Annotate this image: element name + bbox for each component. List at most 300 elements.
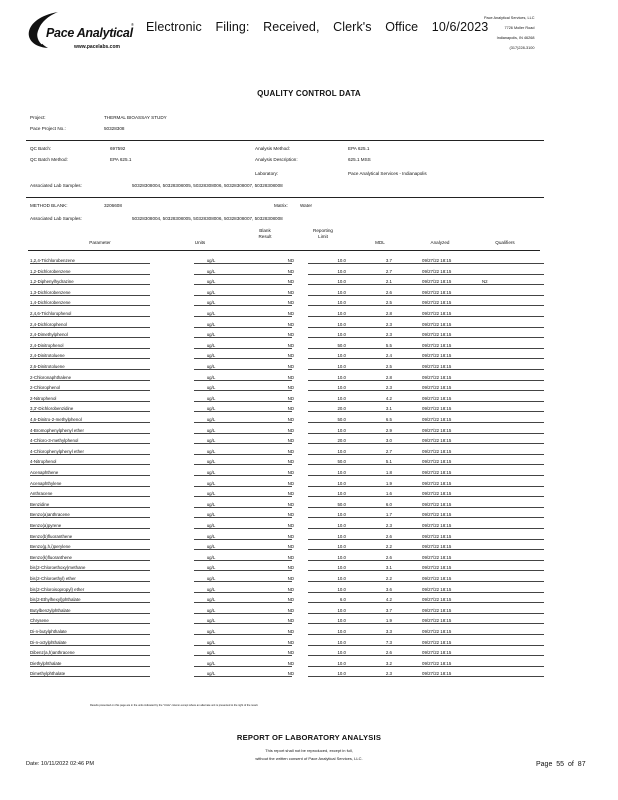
cell-parameter: 2,4-Dichlorophenol — [30, 321, 67, 327]
cell-units: ug/L — [206, 364, 216, 369]
row-underline — [30, 284, 150, 285]
cell-blank-result: ND — [287, 374, 294, 380]
cell-reporting-limit: 10.0 — [337, 586, 346, 592]
row-underline — [30, 560, 150, 561]
row-underline — [194, 645, 292, 646]
row-underline — [30, 358, 150, 359]
cell-mdl: 2.3 — [385, 523, 392, 528]
row-underline — [194, 486, 292, 487]
row-underline — [194, 539, 292, 540]
row-underline — [194, 295, 292, 296]
row-underline — [194, 528, 292, 529]
table-row — [26, 361, 544, 371]
row-underline — [30, 316, 150, 317]
row-underline — [194, 284, 292, 285]
row-underline — [308, 528, 544, 529]
cell-units: ug/L — [206, 544, 216, 550]
table-row — [26, 615, 544, 625]
row-underline — [308, 475, 544, 476]
row-underline — [30, 433, 150, 434]
cell-reporting-limit: 10.0 — [337, 300, 346, 306]
cell-mdl: 2.5 — [385, 300, 392, 306]
table-row — [26, 382, 544, 392]
table-row — [26, 467, 544, 477]
table-row — [26, 319, 544, 329]
cell-parameter: 4-Chlorophenylphenyl ether — [30, 448, 84, 454]
row-underline — [194, 348, 292, 349]
row-underline — [30, 348, 150, 349]
cell-blank-result: ND — [287, 353, 294, 359]
cell-mdl: 6.5 — [385, 417, 392, 422]
row-underline — [30, 380, 150, 381]
row-underline — [30, 623, 150, 624]
cell-mdl: 4.2 — [385, 597, 392, 603]
qc-batch-label: QC Batch: — [30, 146, 52, 151]
row-underline — [30, 305, 150, 306]
cell-mdl: 2.6 — [385, 554, 392, 560]
cell-units: ug/L — [206, 268, 216, 274]
cell-parameter: 2,4-Dimethylphenol — [30, 332, 68, 338]
table-row — [26, 266, 544, 276]
row-underline — [30, 592, 150, 593]
cell-blank-result: ND — [287, 427, 294, 433]
cell-parameter: 1,2-Diphenylhydrazine — [30, 279, 74, 285]
row-underline — [30, 602, 150, 603]
cell-reporting-limit: 10.0 — [337, 618, 346, 624]
row-underline — [30, 295, 150, 296]
cell-parameter: 1,2-Dichlorobenzene — [30, 268, 71, 274]
col-header-reporting-limit — [298, 228, 348, 240]
row-underline — [308, 486, 544, 487]
table-row — [26, 414, 544, 424]
row-underline — [30, 422, 150, 423]
row-underline — [30, 666, 150, 667]
cell-units: ug/L — [206, 491, 216, 497]
table-row — [26, 658, 544, 668]
cell-parameter: 2,6-Dinitrotoluene — [30, 364, 65, 369]
table-row — [26, 435, 544, 445]
row-underline — [30, 496, 150, 497]
row-underline — [194, 613, 292, 614]
row-underline — [30, 613, 150, 614]
cell-analyzed: 09/27/22 18:15 — [422, 512, 452, 518]
cell-mdl: 3.0 — [385, 438, 392, 444]
cell-blank-result: ND — [287, 501, 294, 507]
cell-mdl: 6.0 — [385, 501, 392, 507]
blank-associated-samples-label: Associated Lab Samples: — [30, 216, 82, 221]
cell-analyzed: 09/27/22 18:15 — [422, 406, 452, 412]
row-underline — [30, 263, 150, 264]
cell-units: ug/L — [206, 258, 216, 263]
cell-blank-result: ND — [287, 406, 294, 412]
cell-mdl: 3.6 — [385, 586, 392, 592]
row-underline — [30, 475, 150, 476]
cell-parameter: 3,3'-Dichlorobenzidine — [30, 406, 74, 412]
analysis-method-label: Analysis Method: — [255, 146, 290, 151]
cell-parameter: Anthracene — [30, 491, 53, 497]
row-underline — [194, 274, 292, 275]
table-row — [26, 531, 544, 541]
cell-blank-result: ND — [287, 671, 294, 677]
cell-mdl: 3.1 — [385, 565, 392, 571]
cell-parameter: Benzidine — [30, 501, 50, 507]
cell-parameter: 1,2,4-Trichlorobenzene — [30, 258, 75, 263]
cell-parameter: bis(2-Chloroisopropyl) ether — [30, 586, 85, 592]
cell-reporting-limit: 50.0 — [337, 417, 346, 422]
cell-mdl: 3.2 — [385, 660, 392, 666]
cell-mdl: 1.6 — [385, 491, 392, 497]
cell-reporting-limit: 10.0 — [337, 480, 346, 486]
col-header-parameter: Parameter — [89, 240, 111, 245]
cell-blank-result: ND — [287, 300, 294, 306]
row-underline — [194, 422, 292, 423]
row-underline — [308, 645, 544, 646]
cell-blank-result: ND — [287, 586, 294, 592]
cell-units: ug/L — [206, 385, 216, 391]
cell-analyzed: 09/27/22 18:15 — [422, 364, 452, 369]
cell-blank-result: ND — [287, 597, 294, 603]
cell-units: ug/L — [206, 353, 216, 359]
cell-units: ug/L — [206, 342, 216, 348]
table-row — [26, 425, 544, 435]
cell-reporting-limit: 10.0 — [337, 650, 346, 656]
row-underline — [308, 433, 544, 434]
report-note-line1: This report shall not be reproduced, except in full, — [265, 748, 353, 753]
cell-parameter: 4-Nitrophenol — [30, 459, 57, 465]
row-underline — [308, 602, 544, 603]
cell-units: ug/L — [206, 607, 216, 613]
row-underline — [30, 486, 150, 487]
row-underline — [30, 549, 150, 550]
cell-units: ug/L — [206, 417, 216, 422]
cell-analyzed: 09/27/22 18:15 — [422, 607, 452, 613]
cell-reporting-limit: 10.0 — [337, 565, 346, 571]
cell-blank-result: ND — [287, 544, 294, 550]
lab-address-line: 7726 Moller Road — [504, 26, 535, 30]
cell-mdl: 2.6 — [385, 289, 392, 295]
table-row — [26, 637, 544, 647]
cell-analyzed: 09/27/22 18:15 — [422, 470, 452, 475]
filing-stamp: Electronic Filing: Received, Clerk's Office 10/6/2023 — [146, 20, 489, 34]
cell-reporting-limit: 10.0 — [337, 660, 346, 666]
cell-analyzed: 09/27/22 18:15 — [422, 332, 452, 338]
cell-analyzed: 09/27/22 18:15 — [422, 395, 452, 401]
cell-reporting-limit: 10.0 — [337, 576, 346, 581]
row-underline — [30, 539, 150, 540]
cell-analyzed: 09/27/22 18:15 — [422, 671, 452, 677]
cell-reporting-limit: 10.0 — [337, 533, 346, 539]
cell-mdl: 2.3 — [385, 321, 392, 327]
col-header-blank-result-line2: Result — [258, 234, 272, 239]
cell-reporting-limit: 50.0 — [337, 342, 346, 348]
row-underline — [30, 507, 150, 508]
cell-parameter: bis(2-Ethylhexyl)phthalate — [30, 597, 81, 603]
cell-mdl: 2.8 — [385, 311, 392, 316]
laboratory-value: Pace Analytical Services - Indianapolis — [348, 171, 427, 176]
cell-parameter: Benzo(g,h,i)perylene — [30, 544, 71, 550]
row-underline — [308, 539, 544, 540]
col-header-reporting-limit-line1: Reporting — [313, 228, 333, 233]
cell-analyzed: 09/27/22 18:15 — [422, 523, 452, 528]
cell-units: ug/L — [206, 311, 216, 316]
table-row — [26, 541, 544, 551]
cell-blank-result: ND — [287, 289, 294, 295]
cell-analyzed: 09/27/22 18:15 — [422, 618, 452, 624]
row-underline — [308, 507, 544, 508]
cell-analyzed: 09/27/22 18:15 — [422, 629, 452, 634]
page-title: QUALITY CONTROL DATA — [257, 89, 361, 98]
cell-blank-result: ND — [287, 268, 294, 274]
cell-reporting-limit: 10.0 — [337, 395, 346, 401]
cell-blank-result: ND — [287, 523, 294, 528]
cell-analyzed: 09/27/22 18:15 — [422, 374, 452, 380]
row-underline — [308, 655, 544, 656]
cell-blank-result: ND — [287, 629, 294, 634]
row-underline — [308, 666, 544, 667]
cell-analyzed: 09/27/22 18:15 — [422, 321, 452, 327]
cell-mdl: 2.5 — [385, 364, 392, 369]
lab-address-line: Pace Analytical Services, LLC — [484, 16, 535, 20]
row-underline — [308, 263, 544, 264]
cell-analyzed: 09/27/22 18:15 — [422, 448, 452, 454]
report-date: Date: 10/11/2022 02:46 PM — [26, 761, 95, 767]
cell-reporting-limit: 10.0 — [337, 364, 346, 369]
report-note-line2: without the written consent of Pace Analytical Services, LLC. — [255, 756, 363, 761]
cell-blank-result: ND — [287, 607, 294, 613]
table-row — [26, 287, 544, 297]
cell-units: ug/L — [206, 523, 216, 528]
cell-parameter: 2-Chloronaphthalene — [30, 374, 72, 380]
row-underline — [308, 623, 544, 624]
cell-analyzed: 09/27/22 18:15 — [422, 639, 452, 645]
cell-analyzed: 09/27/22 18:15 — [422, 576, 452, 581]
cell-blank-result: ND — [287, 618, 294, 624]
row-underline — [308, 570, 544, 571]
cell-blank-result: ND — [287, 459, 294, 465]
cell-mdl: 3.3 — [385, 629, 392, 634]
table-row — [26, 446, 544, 456]
row-underline — [308, 634, 544, 635]
table-row — [26, 456, 544, 466]
cell-reporting-limit: 10.0 — [337, 427, 346, 433]
cell-analyzed: 09/27/22 18:15 — [422, 279, 452, 285]
project-label: Project: — [30, 115, 46, 120]
cell-parameter: Di-n-butylphthalate — [30, 629, 67, 634]
laboratory-label: Laboratory: — [255, 171, 279, 176]
cell-parameter: 4,6-Dinitro-2-methylphenol — [30, 417, 82, 422]
cell-mdl: 2.2 — [385, 544, 392, 550]
row-underline — [308, 316, 544, 317]
row-underline — [308, 592, 544, 593]
row-underline — [194, 380, 292, 381]
cell-units: ug/L — [206, 554, 216, 560]
cell-parameter: Benzo(a)anthracene — [30, 512, 70, 518]
cell-blank-result: ND — [287, 576, 294, 581]
cell-parameter: Benzo(k)fluoranthene — [30, 554, 72, 560]
cell-analyzed: 09/27/22 18:15 — [422, 586, 452, 592]
cell-units: ug/L — [206, 660, 216, 666]
table-row — [26, 573, 544, 583]
row-underline — [308, 560, 544, 561]
cell-mdl: 3.7 — [385, 258, 392, 263]
row-underline — [194, 316, 292, 317]
row-underline — [194, 592, 292, 593]
cell-mdl: 2.6 — [385, 650, 392, 656]
row-underline — [308, 464, 544, 465]
cell-reporting-limit: 10.0 — [337, 279, 346, 285]
table-row — [26, 276, 544, 286]
cell-analyzed: 09/27/22 18:15 — [422, 544, 452, 550]
cell-analyzed: 09/27/22 18:15 — [422, 565, 452, 571]
cell-units: ug/L — [206, 438, 216, 444]
cell-mdl: 7.3 — [385, 639, 392, 645]
row-underline — [30, 454, 150, 455]
cell-reporting-limit: 10.0 — [337, 311, 346, 316]
table-row — [26, 562, 544, 572]
analysis-method-value: EPA 625.1 — [348, 146, 370, 151]
footnote-left: Results presented on this page are in the units indicated by the "Units" column except where an alternate unit is presented to the right of the result. — [90, 704, 259, 707]
cell-parameter: Dibenz(a,h)anthracene — [30, 650, 75, 656]
cell-units: ug/L — [206, 533, 216, 539]
cell-reporting-limit: 10.0 — [337, 268, 346, 274]
row-underline — [30, 327, 150, 328]
cell-blank-result: ND — [287, 639, 294, 645]
row-underline — [194, 560, 292, 561]
cell-units: ug/L — [206, 459, 216, 465]
lab-address-line: Indianapolis, IN 46268 — [496, 36, 535, 40]
cell-units: ug/L — [206, 448, 216, 454]
cell-units: ug/L — [206, 300, 216, 306]
row-underline — [30, 528, 150, 529]
row-underline — [30, 517, 150, 518]
row-underline — [308, 380, 544, 381]
row-underline — [194, 390, 292, 391]
cell-blank-result: ND — [287, 565, 294, 571]
cell-mdl: 2.8 — [385, 374, 392, 380]
row-underline — [308, 549, 544, 550]
cell-parameter: 2,4,6-Trichlorophenol — [30, 311, 72, 316]
cell-reporting-limit: 10.0 — [337, 374, 346, 380]
cell-mdl: 1.9 — [385, 618, 392, 624]
cell-analyzed: 09/27/22 18:15 — [422, 353, 452, 359]
cell-blank-result: ND — [287, 395, 294, 401]
cell-reporting-limit: 10.0 — [337, 639, 346, 645]
cell-reporting-limit: 10.0 — [337, 544, 346, 550]
report-title: REPORT OF LABORATORY ANALYSIS — [236, 733, 382, 742]
cell-reporting-limit: 10.0 — [337, 512, 346, 518]
cell-analyzed: 09/27/22 18:15 — [422, 459, 452, 465]
analysis-description-value: 625.1 MSS — [348, 157, 371, 162]
cell-mdl: 2.3 — [385, 671, 392, 677]
row-underline — [308, 454, 544, 455]
cell-parameter: Diethylphthalate — [30, 660, 62, 666]
row-underline — [30, 464, 150, 465]
cell-analyzed: 09/27/22 18:15 — [422, 597, 452, 603]
cell-blank-result: ND — [287, 512, 294, 518]
cell-analyzed: 09/27/22 18:15 — [422, 660, 452, 666]
row-underline — [30, 634, 150, 635]
cell-analyzed: 09/27/22 18:15 — [422, 258, 452, 263]
table-row — [26, 584, 544, 594]
cell-units: ug/L — [206, 470, 216, 475]
row-underline — [194, 634, 292, 635]
cell-blank-result: ND — [287, 554, 294, 560]
col-header-qualifiers: Qualifiers — [495, 240, 515, 245]
cell-analyzed: 09/27/22 18:15 — [422, 438, 452, 444]
row-underline — [308, 517, 544, 518]
row-underline — [194, 358, 292, 359]
table-row — [26, 499, 544, 509]
cell-mdl: 5.1 — [385, 459, 392, 465]
row-underline — [308, 401, 544, 402]
row-underline — [194, 517, 292, 518]
cell-blank-result: ND — [287, 332, 294, 338]
cell-mdl: 1.7 — [385, 512, 392, 518]
pace-project-label: Pace Project No.: — [30, 126, 66, 131]
cell-parameter: 2-Chlorophenol — [30, 385, 61, 391]
cell-blank-result: ND — [287, 321, 294, 327]
cell-reporting-limit: 10.0 — [337, 671, 346, 677]
cell-units: ug/L — [206, 576, 216, 581]
cell-parameter: 2-Nitrophenol — [30, 395, 57, 401]
associated-samples-label: Associated Lab Samples: — [30, 183, 82, 188]
cell-blank-result: ND — [287, 650, 294, 656]
qc-batch-method-label: QC Batch Method: — [30, 157, 68, 162]
cell-units: ug/L — [206, 427, 216, 433]
row-underline — [30, 570, 150, 571]
cell-analyzed: 09/27/22 18:15 — [422, 554, 452, 560]
table-row — [26, 647, 544, 657]
cell-units: ug/L — [206, 650, 216, 656]
cell-reporting-limit: 6.0 — [339, 597, 346, 603]
cell-reporting-limit: 10.0 — [337, 332, 346, 338]
cell-units: ug/L — [206, 395, 216, 401]
cell-analyzed: 09/27/22 18:15 — [422, 268, 452, 274]
cell-mdl: 1.9 — [385, 480, 392, 486]
table-row — [26, 403, 544, 413]
cell-analyzed: 09/27/22 18:15 — [422, 289, 452, 295]
cell-reporting-limit: 10.0 — [337, 554, 346, 560]
cell-parameter: 2,4-Dinitrotoluene — [30, 353, 65, 359]
cell-parameter: Chrysene — [30, 618, 49, 624]
cell-analyzed: 09/27/22 18:15 — [422, 501, 452, 507]
table-row — [26, 520, 544, 530]
row-underline — [308, 327, 544, 328]
row-underline — [30, 655, 150, 656]
qc-batch-value: 697592 — [110, 146, 126, 151]
cell-units: ug/L — [206, 565, 216, 571]
row-underline — [308, 581, 544, 582]
cell-mdl: 2.7 — [385, 268, 392, 274]
row-underline — [308, 411, 544, 412]
cell-blank-result: ND — [287, 448, 294, 454]
row-underline — [194, 507, 292, 508]
row-underline — [308, 390, 544, 391]
row-underline — [194, 454, 292, 455]
table-row — [26, 626, 544, 636]
row-underline — [308, 358, 544, 359]
lab-address — [484, 13, 534, 53]
cell-parameter: 2,4-Dinitrophenol — [30, 342, 64, 348]
cell-units: ug/L — [206, 597, 216, 603]
cell-mdl: 2.6 — [385, 533, 392, 539]
col-header-reporting-limit-line2: Limit — [318, 234, 328, 239]
col-header-blank-result — [245, 228, 285, 240]
row-underline — [194, 464, 292, 465]
cell-blank-result: ND — [287, 660, 294, 666]
cell-mdl: 2.1 — [385, 279, 392, 285]
cell-blank-result: ND — [287, 533, 294, 539]
